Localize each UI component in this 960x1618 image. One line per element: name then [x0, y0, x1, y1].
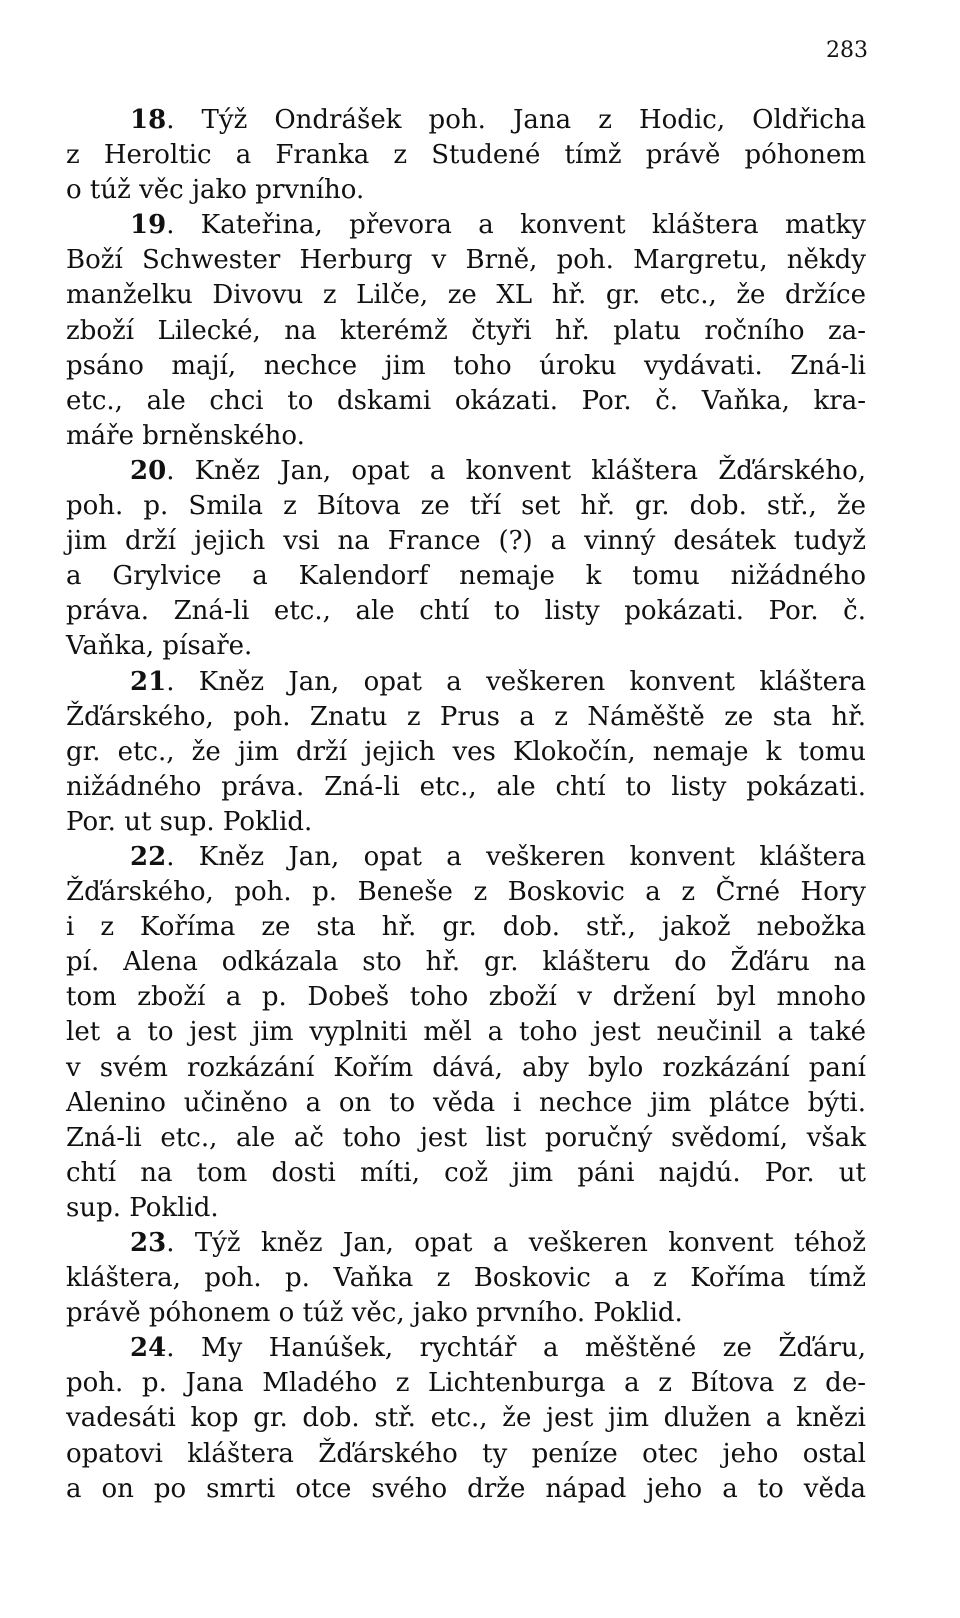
text-line: Žďárského, poh. p. Beneše z Boskovic a z Črné Hory — [66, 877, 866, 908]
text-line: Por. ut sup. Poklid. — [66, 806, 313, 837]
text-line: tom zboží a p. Dobeš toho zboží v držení byl mnoho — [66, 982, 866, 1013]
text-line: Žďárského, poh. Znatu z Prus a z Náměště ze sta hř. — [66, 701, 866, 732]
text-line: 18. Týž Ondrášek poh. Jana z Hodic, Oldřicha — [130, 105, 866, 135]
body-text — [66, 103, 866, 1507]
text-line: z Heroltic a Franka z Studené tímž právě póhonem — [66, 140, 866, 171]
text-line: chtí na tom dosti míti, což jim páni najdú. Por. ut — [66, 1157, 866, 1188]
text-line: vadesáti kop gr. dob. stř. etc., že jest jim dlužen a knězi — [66, 1403, 866, 1434]
text-line: 24. My Hanúšek, rychtář a měštěné ze Žďáru, — [130, 1333, 866, 1364]
entry-number: 18 — [130, 105, 167, 135]
text-line: kláštera, poh. p. Vaňka z Boskovic a z Kořímа tímž — [66, 1263, 866, 1294]
text-line: poh. p. Jana Mladého z Lichtenburga a z Bítova z de- — [66, 1368, 866, 1399]
text-line: v svém rozkázání Kořím dává, aby bylo rozkázání paní — [66, 1052, 866, 1083]
text-line: gr. etc., že jim drží jejich ves Klokočín, nemaje k tomu — [66, 736, 866, 767]
text-line: Zná-li etc., ale ač toho jest list poručný svědomí, však — [66, 1122, 866, 1153]
text-line: psáno mají, nechce jim toho úroku vydávati. Zná-li — [66, 350, 866, 381]
text-line: let a to jest jim vyplniti měl a toho jest neučinil a také — [66, 1017, 866, 1048]
entry-number: 19 — [130, 210, 167, 241]
paragraph-18 — [66, 103, 866, 208]
text-line: pí. Alena odkázala sto hř. gr. klášteru do Žďáru na — [66, 947, 866, 978]
text-line: 22. Kněz Jan, opat a veškeren konvent kláštera — [130, 841, 866, 872]
entry-number: 24 — [130, 1333, 167, 1364]
text-line: o túž věc jako prvního. — [66, 175, 365, 206]
text-line: 23. Týž kněz Jan, opat a veškeren konvent téhož — [130, 1228, 866, 1258]
paragraph-19 — [66, 208, 866, 454]
text-line: 21. Kněz Jan, opat a veškeren konvent kláštera — [130, 666, 866, 697]
text-line: manželku Divovu z Lilče, ze XL hř. gr. etc., že držíce — [66, 280, 866, 311]
paragraph-23 — [66, 1226, 866, 1331]
paragraph-20 — [66, 454, 866, 665]
text-line: opatovi kláštera Žďárského ty peníze otec jeho ostal — [66, 1438, 866, 1469]
text-line: nižádného práva. Zná-li etc., ale chtí to listy pokázati. — [66, 771, 866, 802]
text-line: jim drží jejich vsi na France (?) a vinný desátek tudyž — [66, 526, 866, 557]
text-line: a Grylvice a Kalendorf nemaje k tomu nižádného — [66, 561, 866, 592]
entry-number: 22 — [130, 841, 167, 872]
text-line: zboží Lilecké, na kterémž čtyři hř. platu ročního za- — [66, 315, 866, 346]
text-line: Boží Schwester Herburg v Brně, poh. Margretu, někdy — [66, 245, 866, 276]
paragraph-22 — [66, 840, 866, 1226]
entry-number: 23 — [130, 1228, 167, 1258]
text-line: Alenino učiněno a on to věda i nechce jim plátce býti. — [66, 1087, 866, 1118]
text-line: máře brněnského. — [66, 420, 305, 451]
paragraph-24 — [66, 1331, 866, 1506]
text-line: i z Kořímа ze sta hř. gr. dob. stř., jakož nebožka — [66, 912, 866, 943]
text-line: sup. Poklid. — [66, 1192, 219, 1223]
entry-number: 21 — [130, 666, 167, 697]
paragraph-21 — [66, 665, 866, 840]
text-line: Vaňka, písaře. — [66, 631, 253, 662]
text-line: a on po smrti otce svého drže nápad jeho a to věda — [66, 1473, 866, 1504]
text-line: 20. Kněz Jan, opat a konvent kláštera Žďárského, — [130, 455, 866, 486]
text-line: 19. Kateřina, převora a konvent kláštera matky — [130, 210, 866, 241]
page-number: 283 — [826, 38, 868, 63]
text-line: etc., ale chci to dskami okázati. Por. č. Vaňka, kra- — [66, 385, 866, 416]
text-line: poh. p. Smila z Bítova ze tří set hř. gr. dob. stř., že — [66, 491, 866, 522]
entry-number: 20 — [130, 455, 167, 486]
text-line: právě póhonem o túž věc, jako prvního. Poklid. — [66, 1298, 683, 1329]
text-line: práva. Zná-li etc., ale chtí to listy pokázati. Por. č. — [66, 596, 866, 627]
